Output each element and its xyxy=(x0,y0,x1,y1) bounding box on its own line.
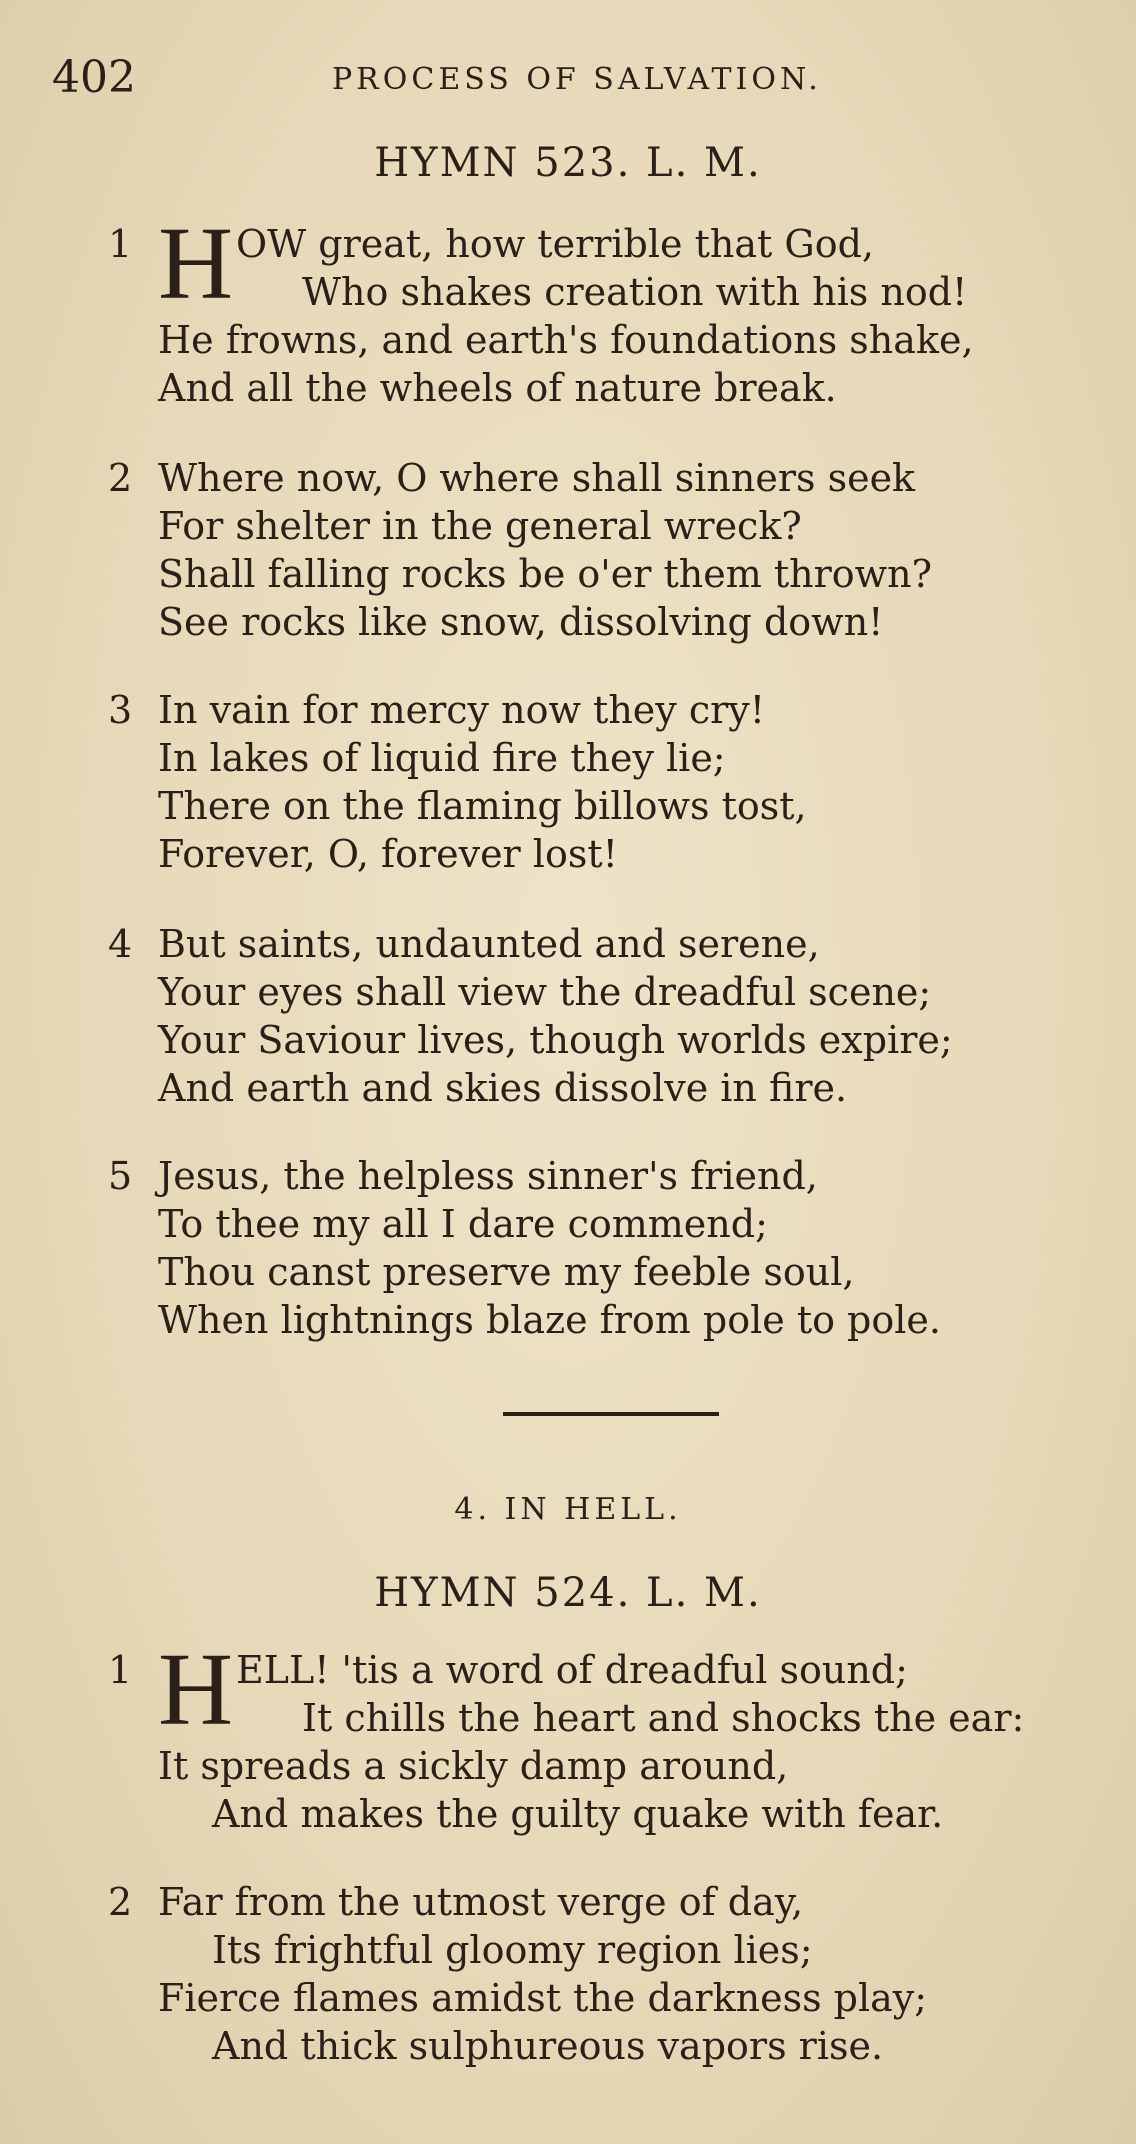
verse-line: Where now, O where shall sinners seek xyxy=(158,456,916,500)
hymn-523-title: HYMN 523. L. M. xyxy=(374,140,762,186)
verse-line: It spreads a sickly damp around, xyxy=(158,1744,789,1788)
running-head: PROCESS OF SALVATION. xyxy=(332,62,822,97)
stanza-number: 1 xyxy=(108,222,133,266)
verse-line: And thick sulphureous vapors rise. xyxy=(212,2024,884,2068)
verse-line: Far from the utmost verge of day, xyxy=(158,1880,804,1924)
stanza-number: 2 xyxy=(108,1880,133,1924)
verse-line: But saints, undaunted and serene, xyxy=(158,922,820,966)
page-number: 402 xyxy=(52,52,136,103)
verse-line: And all the wheels of nature break. xyxy=(158,366,837,410)
verse-line: In vain for mercy now they cry! xyxy=(158,688,766,732)
section-heading: 4. IN HELL. xyxy=(454,1492,682,1527)
verse-line: There on the flaming billows tost, xyxy=(158,784,807,828)
verse-line: And earth and skies dissolve in fire. xyxy=(158,1066,848,1110)
verse-line: Forever, O, forever lost! xyxy=(158,832,618,876)
verse-line: Shall falling rocks be o'er them thrown? xyxy=(158,552,932,596)
stanza-number: 2 xyxy=(108,456,133,500)
verse-line: Your eyes shall view the dreadful scene; xyxy=(158,970,932,1014)
stanza-number: 1 xyxy=(108,1648,133,1692)
verse-line: Fierce flames amidst the darkness play; xyxy=(158,1976,928,2020)
verse-line: OW great, how terrible that God, xyxy=(236,222,874,266)
stanza-number: 4 xyxy=(108,922,133,966)
page-header xyxy=(52,52,1076,112)
verse-line: For shelter in the general wreck? xyxy=(158,504,802,548)
verse-line: It chills the heart and shocks the ear: xyxy=(302,1696,1025,1740)
section-divider xyxy=(503,1412,719,1416)
stanza-number: 5 xyxy=(108,1154,133,1198)
verse-line: Your Saviour lives, though worlds expire; xyxy=(158,1018,953,1062)
verse-line: In lakes of liquid fire they lie; xyxy=(158,736,726,780)
verse-line: He frowns, and earth's foundations shake, xyxy=(158,318,974,362)
verse-line: ELL! 'tis a word of dreadful sound; xyxy=(236,1648,908,1692)
verse-line: Thou canst preserve my feeble soul, xyxy=(158,1250,855,1294)
verse-line: See rocks like snow, dissolving down! xyxy=(158,600,884,644)
hymn-524-title: HYMN 524. L. M. xyxy=(374,1570,762,1616)
verse-line: Who shakes creation with his nod! xyxy=(302,270,968,314)
drop-cap: H xyxy=(158,1632,234,1747)
stanza-number: 3 xyxy=(108,688,133,732)
verse-line: When lightnings blaze from pole to pole. xyxy=(158,1298,941,1342)
verse-line: Its frightful gloomy region lies; xyxy=(212,1928,813,1972)
verse-line: And makes the guilty quake with fear. xyxy=(212,1792,944,1836)
verse-line: Jesus, the helpless sinner's friend, xyxy=(158,1154,818,1198)
drop-cap: H xyxy=(158,206,234,321)
verse-line: To thee my all I dare commend; xyxy=(158,1202,768,1246)
